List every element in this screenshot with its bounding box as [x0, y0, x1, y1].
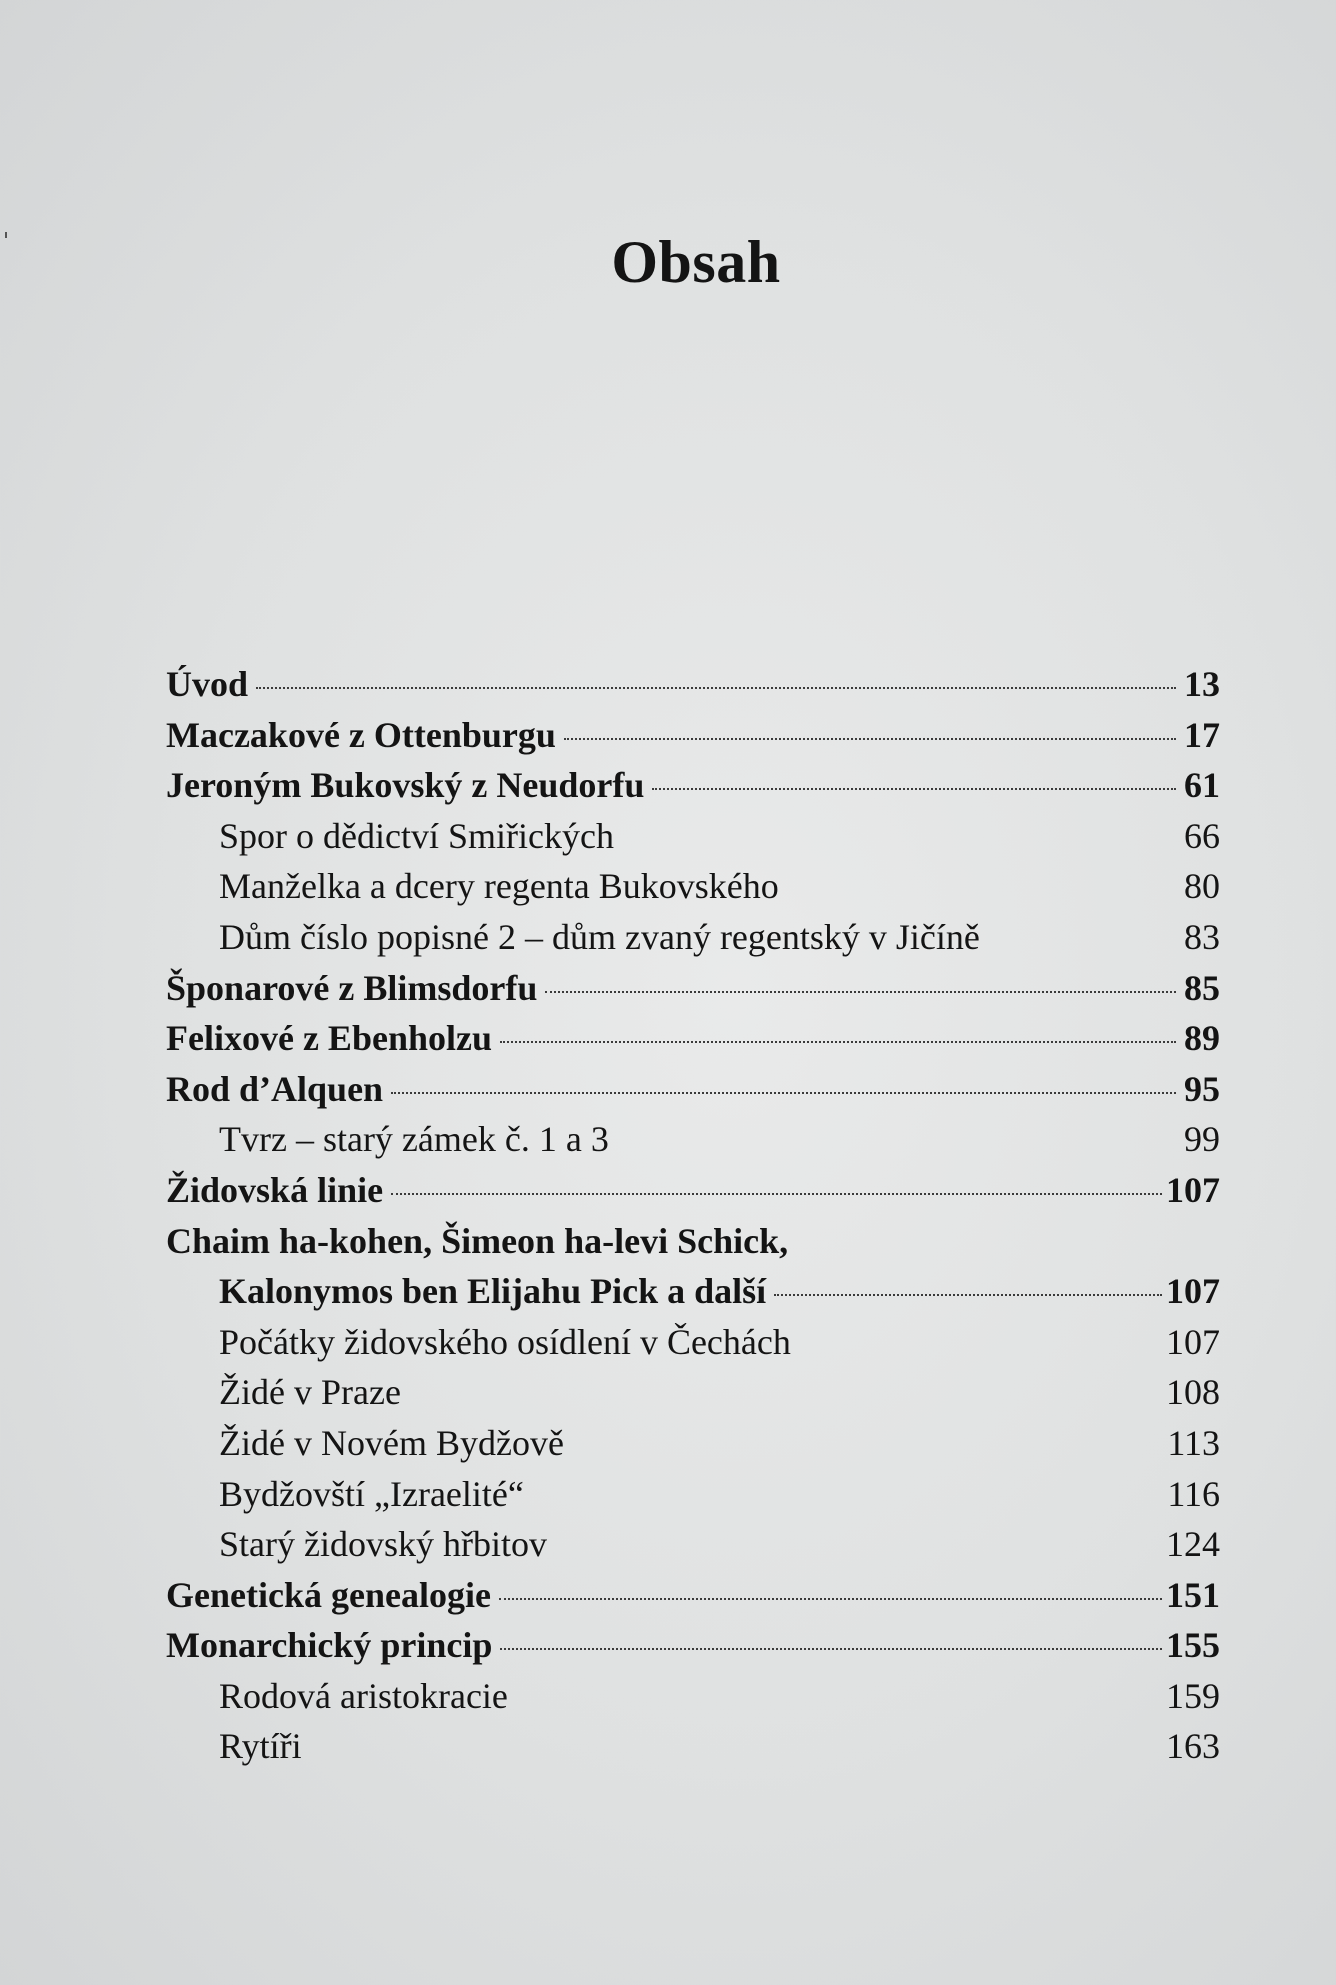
toc-entry-title: Dům číslo popisné 2 – dům zvaný regentský v Jičíně [219, 916, 980, 957]
toc-page-number: 85 [1184, 967, 1220, 1008]
toc-entry [166, 963, 1220, 1014]
toc-page-number: 66 [1184, 815, 1220, 856]
toc-entry [166, 760, 1220, 811]
toc-entry-title: Rodová aristokracie [219, 1675, 508, 1716]
toc-entry-title: Starý židovský hřbitov [219, 1524, 547, 1565]
toc-entry-title: Chaim ha-kohen, Šimeon ha-levi Schick, [166, 1220, 789, 1261]
toc-entry-title: Jeroným Bukovský z Neudorfu [166, 765, 645, 806]
toc-entry [166, 1013, 1220, 1064]
toc-entry [166, 1165, 1220, 1216]
toc-subentry [166, 1721, 1220, 1772]
toc-entry-title: Felixové z Ebenholzu [166, 1018, 492, 1059]
toc-page-number: 95 [1184, 1068, 1220, 1109]
toc-entry-title: Úvod [166, 664, 249, 704]
page-title: Obsah [611, 229, 781, 295]
toc-subentry [166, 1367, 1220, 1418]
dot-leader [500, 1041, 1176, 1043]
toc-page-number: 13 [1184, 664, 1220, 704]
toc-page-number: 116 [1167, 1473, 1220, 1514]
toc-subentry [166, 1469, 1220, 1520]
toc-entry-title: Židovská linie [166, 1169, 384, 1210]
toc-subentry [166, 1519, 1220, 1570]
toc-entry [166, 1570, 1220, 1621]
dot-leader [391, 1092, 1176, 1094]
toc-page-number: 99 [1184, 1119, 1220, 1160]
toc-entry-title: Tvrz – starý zámek č. 1 a 3 [219, 1119, 609, 1160]
dot-leader [564, 738, 1176, 740]
toc-page-number: 83 [1184, 916, 1220, 957]
toc-page-number: 107 [1166, 1271, 1220, 1312]
toc-page-number: 151 [1166, 1574, 1220, 1615]
toc-page-number: 107 [1166, 1321, 1220, 1362]
toc-page-number: 107 [1166, 1169, 1220, 1210]
toc-page-number: 113 [1167, 1422, 1220, 1463]
toc-entry-title: Genetická genealogie [166, 1574, 491, 1615]
toc-page-number: 80 [1184, 866, 1220, 907]
toc-entry [166, 1620, 1220, 1671]
toc-entry-title: Monarchický princip [166, 1625, 493, 1666]
toc-entry [166, 659, 1220, 710]
toc-subentry [166, 1317, 1220, 1368]
toc-entry-first-line [166, 1216, 1220, 1267]
toc-subentry [166, 1418, 1220, 1469]
toc-entry-title: Šponarové z Blimsdorfu [166, 967, 538, 1008]
toc-page-number: 61 [1184, 765, 1220, 806]
dot-leader [545, 991, 1176, 993]
toc-subentry [166, 912, 1220, 963]
toc-subentry [166, 1114, 1220, 1165]
toc-subentry [166, 861, 1220, 912]
dot-leader [774, 1294, 1162, 1296]
toc-entry-title: Židé v Praze [219, 1372, 401, 1413]
toc-entry-title: Spor o dědictví Smiřických [219, 815, 614, 856]
toc-page-number: 159 [1166, 1675, 1220, 1716]
dot-leader [499, 1598, 1162, 1600]
dot-leader [391, 1193, 1162, 1195]
toc-page-number: 163 [1166, 1726, 1220, 1767]
toc-entry-title: Kalonymos ben Elijahu Pick a další [219, 1271, 767, 1312]
toc-entry-title: Počátky židovského osídlení v Čechách [219, 1321, 791, 1362]
dot-leader [256, 687, 1176, 689]
toc-subentry [166, 811, 1220, 862]
toc-entry-continuation [166, 1266, 1220, 1317]
toc-entry-title: Rytíři [219, 1726, 302, 1767]
toc-entry [166, 1064, 1220, 1115]
dot-leader [500, 1648, 1162, 1650]
toc-entry-title: Bydžovští „Izraelité“ [219, 1473, 524, 1514]
toc-subentry [166, 1671, 1220, 1722]
toc-page-number: 124 [1166, 1524, 1220, 1565]
toc-page-number: 89 [1184, 1018, 1220, 1059]
toc-page-number: 17 [1184, 714, 1220, 755]
table-of-contents [166, 659, 1220, 1772]
toc-entry-title: Maczakové z Ottenburgu [166, 714, 556, 755]
dot-leader [652, 788, 1176, 790]
toc-entry [166, 710, 1220, 761]
toc-page-number: 108 [1166, 1372, 1220, 1413]
toc-entry-title: Manželka a dcery regenta Bukovského [219, 866, 779, 907]
toc-entry-title: Rod d’Alquen [166, 1068, 384, 1109]
toc-entry-title: Židé v Novém Bydžově [219, 1422, 564, 1463]
toc-page-number: 155 [1166, 1625, 1220, 1666]
